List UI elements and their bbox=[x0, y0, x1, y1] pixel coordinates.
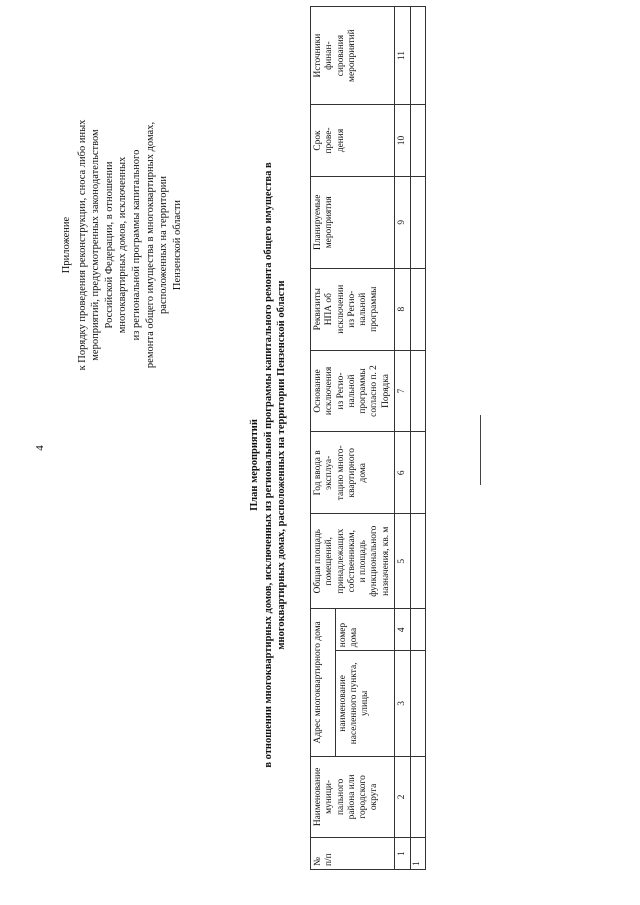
column-number: 1 bbox=[395, 838, 411, 870]
column-numbers-row bbox=[395, 7, 411, 870]
table-cell bbox=[411, 514, 425, 609]
table-cell bbox=[411, 105, 425, 177]
appendix-line: из региональной программы капитального bbox=[130, 149, 142, 341]
column-number: 7 bbox=[395, 350, 411, 432]
table-cell bbox=[411, 651, 425, 756]
table-cell bbox=[411, 176, 425, 268]
header-sources: Источники финан- сирования мероприятий bbox=[311, 7, 395, 105]
appendix-line: мероприятий, предусмотренных законодательством bbox=[90, 129, 102, 361]
column-number: 5 bbox=[395, 514, 411, 609]
appendix-line: многоквартирных домов, исключенных bbox=[117, 156, 129, 334]
column-number: 6 bbox=[395, 432, 411, 514]
column-number: 2 bbox=[395, 756, 411, 838]
header-term: Срок прове- дения bbox=[311, 105, 395, 177]
separator-line bbox=[480, 415, 481, 485]
column-number: 3 bbox=[395, 651, 411, 756]
table-row bbox=[411, 7, 425, 870]
table-cell bbox=[411, 432, 425, 514]
appendix-line: к Порядку проведения реконструкции, сноса либо иных bbox=[76, 119, 88, 371]
row-number: 1 bbox=[411, 838, 425, 870]
plan-title-block bbox=[248, 85, 289, 845]
page-number: 4 bbox=[34, 445, 46, 451]
plan-title: План мероприятий bbox=[249, 419, 260, 511]
appendix-line: Российской Федерации, в отношении bbox=[103, 161, 115, 329]
column-number: 8 bbox=[395, 268, 411, 350]
table-cell bbox=[411, 7, 425, 105]
header-house: номер дома bbox=[335, 609, 394, 651]
header-address: Адрес многоквартирного дома bbox=[311, 609, 336, 756]
header-area: Общая площадь помещений, принадлежащих собственникам, и площадь функционального назначения, кв. м bbox=[311, 514, 395, 609]
header-num: № п/п bbox=[311, 838, 395, 870]
plan-subtitle-line: в отношении многоквартирных домов, исключенных из региональной программы капитального ремонта общего имущества в bbox=[262, 162, 274, 768]
plan-subtitle-line: многоквартирных домах, расположенных на территории Пензенской области bbox=[276, 280, 287, 650]
appendix-line: расположенных на территории bbox=[158, 176, 170, 314]
header-basis: Основание исключения из Регио- нальной программы согласно п. 2 Порядка bbox=[311, 350, 395, 432]
table-cell bbox=[411, 756, 425, 838]
table-cell bbox=[411, 268, 425, 350]
table-cell bbox=[411, 350, 425, 432]
header-year: Год ввода в эксплуа- тацию много- квартирного дома bbox=[311, 432, 395, 514]
table-cell bbox=[411, 609, 425, 651]
header-npa: Реквизиты НПА об исключении из Регио- нальной программы bbox=[311, 268, 395, 350]
header-settlement: наименование населенного пункта, улицы bbox=[335, 651, 394, 756]
column-number: 11 bbox=[395, 7, 411, 105]
header-measures: Планируемые мероприятия bbox=[311, 176, 395, 268]
header-municipality: Наименование муници- пального района или городского округа bbox=[311, 756, 395, 838]
plan-table bbox=[310, 6, 426, 870]
column-number: 10 bbox=[395, 105, 411, 177]
appendix-title: Приложение bbox=[61, 216, 72, 274]
column-number: 9 bbox=[395, 176, 411, 268]
appendix-line: Пензенской области bbox=[171, 199, 183, 291]
appendix-line: ремонта общего имущества в многоквартирных домах, bbox=[144, 121, 156, 369]
appendix-block bbox=[60, 85, 184, 405]
column-number: 4 bbox=[395, 609, 411, 651]
